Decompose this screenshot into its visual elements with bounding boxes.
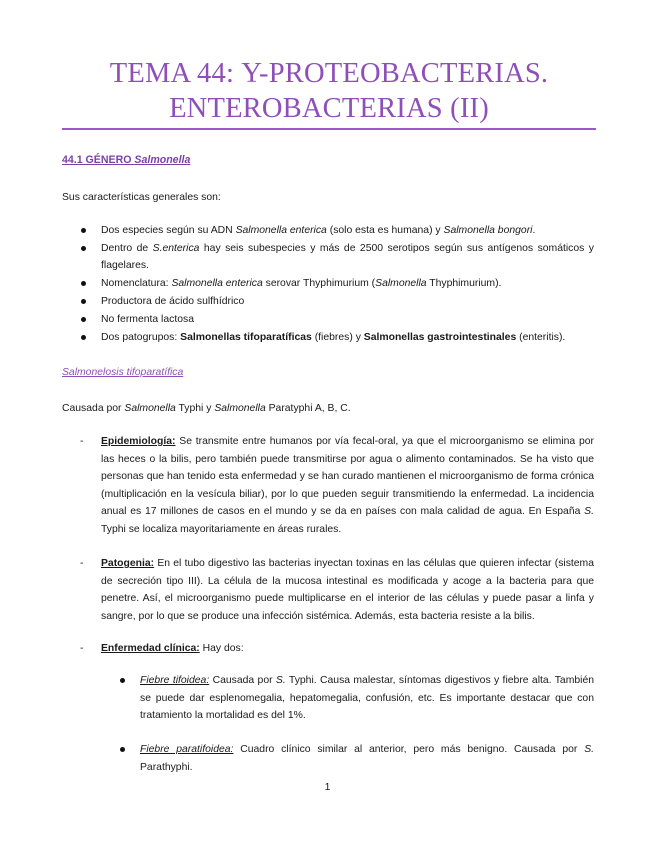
bullet-icon xyxy=(81,246,86,251)
title-line-2: ENTEROBACTERIAS (II) xyxy=(169,93,489,124)
feature-species: Dos especies según su ADN Salmonella enterica (solo esta es humana) y Salmonella bongori. xyxy=(101,225,536,236)
paratyphoid-paragraph: Fiebre paratifoidea: Cuadro clínico similar al anterior, pero más benigno. Causada por S. Parathyphi. xyxy=(140,744,595,773)
page-title xyxy=(62,56,596,126)
bullet-icon xyxy=(81,317,86,322)
feature-subspecies: Dentro de S.enterica hay seis subespecies y más de 2500 serotipos según sus antígenos somáticos y xyxy=(101,243,594,254)
feature-nomenclature: Nomenclatura: Salmonella enterica serovar Thyphimurium (Salmonella Thyphimurium). xyxy=(101,278,502,289)
page-number: 1 xyxy=(324,782,331,793)
bullet-icon xyxy=(81,299,86,304)
bullet-icon xyxy=(120,678,125,683)
bullet-icon xyxy=(81,281,86,286)
clinical-heading: Enfermedad clínica: Hay dos: xyxy=(101,643,244,654)
dash-marker: - xyxy=(80,436,84,447)
feature-subspecies-cont: flagelares. xyxy=(101,260,149,271)
bullet-icon xyxy=(81,228,86,233)
bullet-icon xyxy=(120,747,125,752)
pathogeny-paragraph: Patogenia: En el tubo digestivo las bacterias inyectan toxinas en las células que quieren infectar (sistema de secreción tipo III). La célula de la mucosa intestinal es modificada y acoge a la bacteria para que penetre. Así, el microorganismo puede multiplicarse en el interior de las células y puede pasar a linfa y sangre, por lo que se produce una infección sistémica. Además, esta bacteria resiste a la bilis. xyxy=(101,558,594,622)
feature-h2s: Productora de ácido sulfhídrico xyxy=(101,296,245,307)
epidemiology-paragraph: Epidemiología: Se transmite entre humanos por vía fecal-oral, ya que el microorganismo se elimina por las heces o la bilis, pero también puede transmitirse por agua o alimento contaminados. Se ha visto que personas que han tenido esta enfermedad y se han curado mantienen el microorganismo de forma crónica (multiplicación en la vesícula biliar), por lo que pueden seguir transmitiendo la enfermedad. La incidencia anual es 17 millones de casos en el mundo y se da en países con mala calidad de agua. En España S. Typhi se localiza mayoritariamente en áreas rurales. xyxy=(101,436,594,535)
bullet-icon xyxy=(81,335,86,340)
intro-text: Sus características generales son: xyxy=(62,192,221,203)
feature-pathogroups: Dos patogrupos: Salmonellas tifoparatíficas (fiebres) y Salmonellas gastrointestinales (enteritis). xyxy=(101,332,566,343)
title-line-1: TEMA 44: Υ-PROTEOBACTERIAS. xyxy=(109,58,549,89)
dash-marker: - xyxy=(80,558,84,569)
title-divider xyxy=(62,128,596,130)
feature-lactose: No fermenta lactosa xyxy=(101,314,194,325)
cause-text: Causada por Salmonella Typhi y Salmonella Paratyphi A, B, C. xyxy=(62,403,351,414)
subsection-heading: Salmonelosis tifoparatífica xyxy=(62,367,184,378)
dash-marker: - xyxy=(80,643,84,654)
section-heading: 44.1 GÉNERO Salmonella xyxy=(62,154,191,166)
typhoid-paragraph: Fiebre tifoidea: Causada por S. Typhi. Causa malestar, síntomas digestivos y fiebre alta. También se puede dar esplenomegalia, hepatomegalia, confusión, etc. Es importante destacar que con tratamiento la mortalidad es del 1%. xyxy=(140,675,595,721)
